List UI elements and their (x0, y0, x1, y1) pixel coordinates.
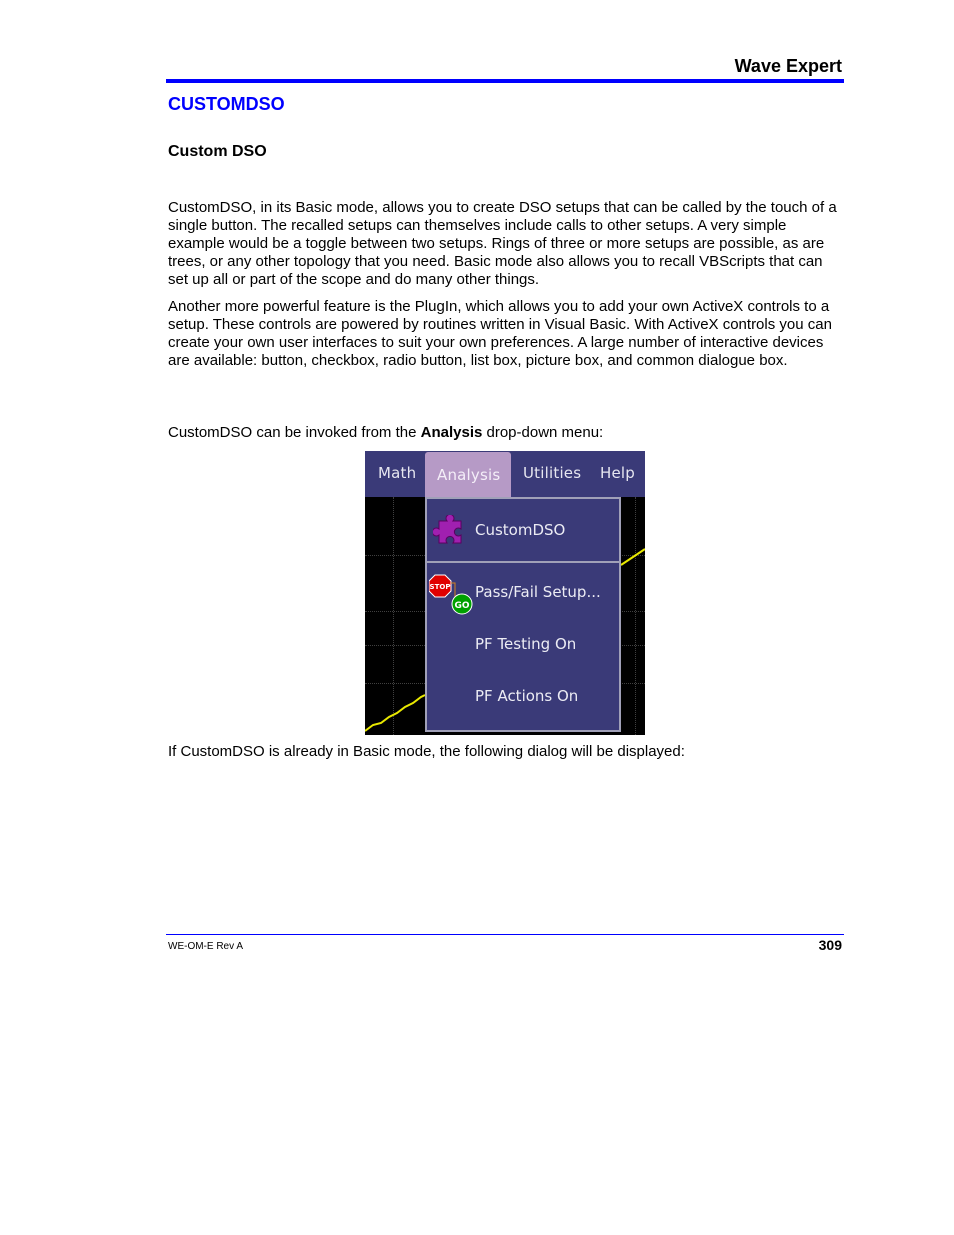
menu-item-label: PF Testing On (475, 635, 577, 653)
analysis-menu-reference: Analysis (420, 424, 483, 441)
puzzle-piece-icon (433, 515, 467, 549)
menu-analysis[interactable]: Analysis (437, 466, 501, 484)
menu-item-label: PF Actions On (475, 687, 579, 705)
go-sign-text: GO (454, 601, 470, 611)
section-title: CUSTOMDSO (168, 94, 285, 114)
analysis-menu-screenshot (365, 451, 645, 735)
subsection-title: Custom DSO (168, 143, 267, 160)
menu-item-customdso[interactable] (427, 505, 619, 557)
invoke-text-start: CustomDSO can be invoked from the (168, 424, 421, 441)
waveform-trace-left (365, 651, 425, 735)
paragraph-basic-mode: CustomDSO, in its Basic mode, allows you to create DSO setups that can be called by the touch of a single button. The recalled setups can themselves include calls to other setups. A very simple example would be a toggle between two setups. Rings of three or more setups are possible, as are trees, or any other topology that you need. Basic mode also allows you to recall VBScripts that can set up all or part of the scope and do many other things. (168, 199, 837, 288)
menu-separator (427, 561, 619, 563)
paragraph-invoke (168, 424, 844, 442)
invoke-text-end: drop-down menu: (482, 424, 604, 441)
running-header-title: Wave Expert (734, 56, 842, 76)
footer-doc-id: WE-OM-E Rev A (168, 941, 244, 952)
menu-help[interactable]: Help (600, 464, 635, 482)
menu-item-pf-actions-on[interactable] (427, 671, 619, 723)
menu-item-pass-fail-setup[interactable] (427, 567, 619, 619)
paragraph-basic-dialog: If CustomDSO is already in Basic mode, the following dialog will be displayed: (168, 743, 685, 760)
page-number: 309 (818, 937, 842, 953)
menu-utilities[interactable]: Utilities (523, 464, 582, 482)
header-rule (166, 79, 844, 83)
menu-analysis-highlight[interactable] (425, 452, 511, 497)
paragraph-plugin: Another more powerful feature is the PlugIn, which allows you to add your own ActiveX controls to a setup. These controls are powered by routines written in Visual Basic. With ActiveX controls you can create your own user interfaces to suit your own preferences. A large number of interactive devices are available: button, checkbox, radio button, list box, picture box, and common dialogue box. (168, 298, 832, 369)
menu-item-pf-testing-on[interactable] (427, 619, 619, 671)
footer-rule (166, 934, 844, 935)
menu-item-label: Pass/Fail Setup... (475, 583, 601, 601)
menu-bar (365, 451, 645, 497)
grid-line (635, 497, 637, 735)
analysis-dropdown (425, 497, 621, 732)
waveform-trace-right (621, 541, 645, 571)
menu-math[interactable]: Math (378, 464, 417, 482)
stop-sign-text: STOP (429, 583, 451, 591)
stop-go-icon (429, 573, 475, 615)
menu-item-label: CustomDSO (475, 521, 566, 539)
